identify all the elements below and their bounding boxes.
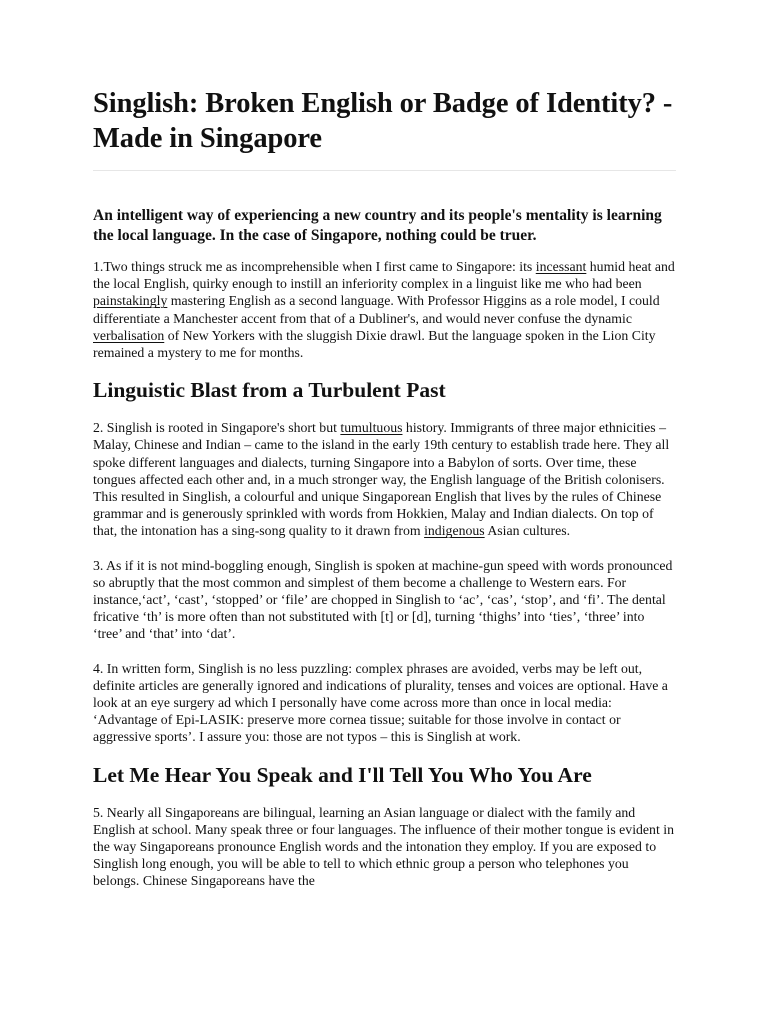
paragraph-1-text-a: 1.Two things struck me as incomprehensible when I first came to Singapore: its [93, 259, 536, 274]
page-title: Singlish: Broken English or Badge of Identity? - Made in Singapore [93, 88, 673, 154]
article [93, 86, 676, 890]
link-painstakingly[interactable]: painstakingly [93, 293, 168, 309]
link-incessant[interactable]: incessant [535, 259, 587, 274]
link-indigenous[interactable]: indigenous [424, 523, 485, 539]
link-verbalisation[interactable]: verbalisation [93, 327, 165, 343]
paragraph-3: 3. As if it is not mind-boggling enough, Singlish is spoken at machine-gun speed with words pronounced so abruptly that the most common and simplest of them become a challenge to Western ears. For instance,‘act’, ‘cast’, ‘stopped’ or ‘file’ are chopped in Singlish to ‘ac’, ‘cas’, ‘stop’, and ‘fi’. The dental fricative ‘th’ is more often than not substituted with [t] or [d], turning ‘thighs’ into ‘ties’, ‘three’ into ‘tree’ and ‘that’ into ‘dat’. [93, 557, 673, 642]
paragraph-2-text-a: 2. Singlish is rooted in Singapore's short but [93, 420, 341, 436]
paragraph-5: 5. Nearly all Singaporeans are bilingual, learning an Asian language or dialect with the family and English at school. Many speak three or four languages. The influence of their mother tongue is evident in the way Singaporeans pronounce English words and the intonation they employ. If you are exposed to Singlish long enough, you will be able to tell to which ethnic group a person who telephones you belongs. Chinese Singaporeans have the [93, 804, 674, 889]
paragraph-1-text-b: humid heat and the local English, quirky enough to instill an inferiority complex in a linguist like me who had been [93, 259, 675, 292]
section-heading-hear-you-speak: Let Me Hear You Speak and I'll Tell You Who You Are [93, 762, 592, 787]
paragraph-2 [93, 419, 676, 539]
paragraph-4: 4. In written form, Singlish is no less puzzling: complex phrases are avoided, verbs may be left out, definite articles are generally ignored and indications of plurality, tenses and voices are optional. Have a look at an eye surgery ad which I personally have come across more than once in local media: ‘Advantage of Epi-LASIK: preserve more cornea tissue; suitable for those involve in contact or aggressive sports’. I assure you: those are not typos – this is Singlish at work. [93, 660, 668, 745]
section-heading-linguistic-blast: Linguistic Blast from a Turbulent Past [93, 378, 446, 403]
paragraph-1 [93, 258, 676, 361]
paragraph-1-text-c: mastering English as a second language. With Professor Higgins as a role model, I could differentiate a Manchester accent from that of a Dubliner's, and would never confuse the dynamic [93, 293, 660, 326]
title-divider [93, 170, 676, 171]
paragraph-2-text-c: Asian cultures. [484, 523, 571, 539]
link-tumultuous[interactable]: tumultuous [340, 420, 403, 436]
paragraph-2-text-b: history. Immigrants of three major ethnicities – Malay, Chinese and Indian – came to the island in the early 19th century to establish trade here. They all spoke different languages and dialects, turning Singapore into a Babylon of sorts. Over time, these tongues affected each other and, in a much stronger way, the English language of the British colonisers. This resulted in Singlish, a colourful and unique Singaporean English that lives by the rules of Chinese grammar and is generously sprinkled with words from Hokkien, Malay and Indian dialects. On top of that, the intonation has a sing-song quality to it drawn from [93, 420, 670, 539]
paragraph-1-text-d: of New Yorkers with the sluggish Dixie drawl. But the language spoken in the Lion City remained a mystery to me for months. [93, 327, 656, 361]
intro-paragraph: An intelligent way of experiencing a new country and its people's mentality is learning the local language. In the case of Singapore, nothing could be truer. [93, 207, 662, 244]
